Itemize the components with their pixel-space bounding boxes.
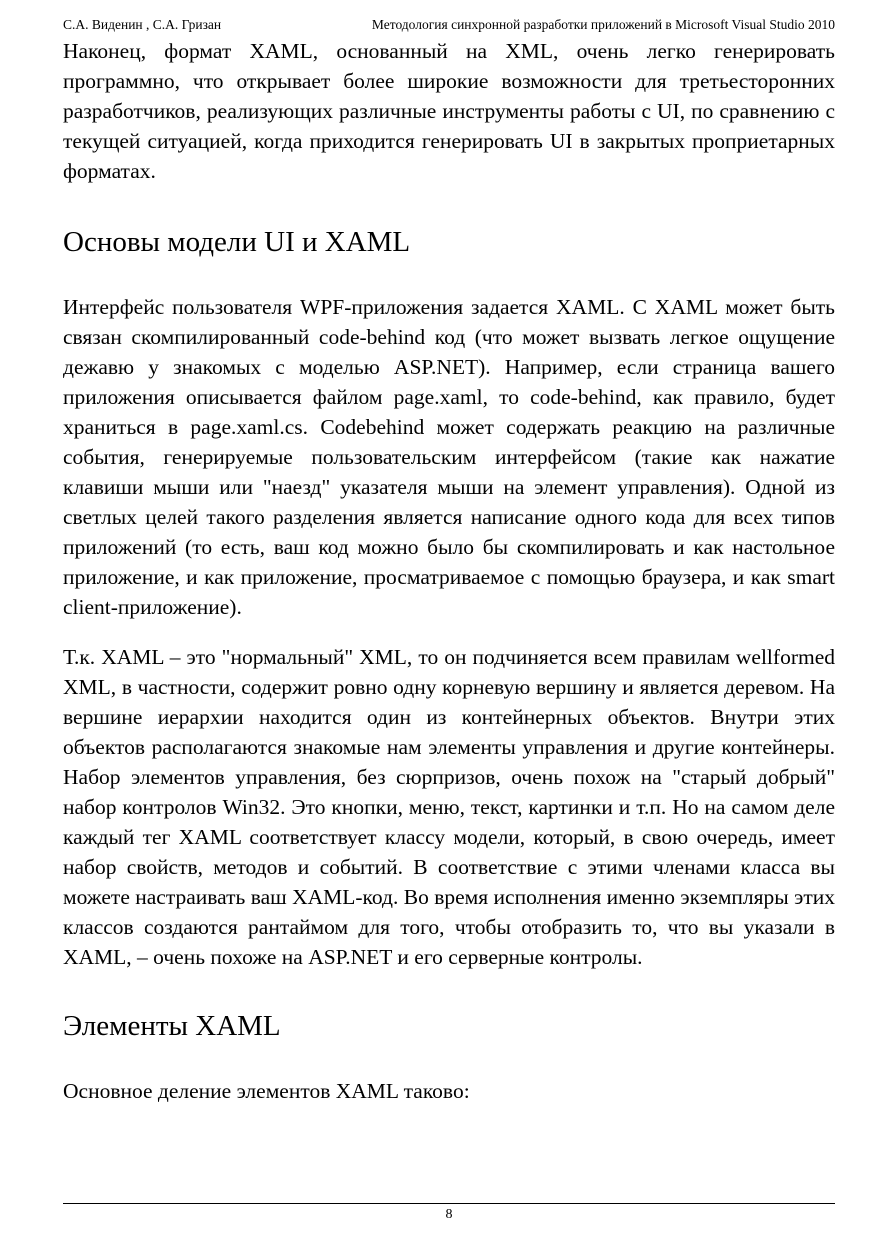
footer-divider [63, 1203, 835, 1204]
heading-ui-model: Основы модели UI и XAML [63, 226, 411, 258]
paragraph-xaml-xml: Т.к. XAML – это "нормальный" XML, то он подчиняется всем правилам wellformed XML, в частности, содержит ровно одну корневую вершину и является деревом. На вершине иерархии находится один из контейнерных объектов. Внутри этих объектов располагаются знакомые нам элементы управления и другие контейнеры. Набор элементов управления, без сюрпризов, очень похож на "старый добрый" набор контролов Win32. Это кнопки, меню, текст, картинки и т.п. Но на самом деле каждый тег XAML соответствует классу модели, который, в свою очередь, имеет набор свойств, методов и событий. В соответствие с этими членами класса вы можете настраивать ваш XAML-код. Во время исполнения именно экземпляры этих классов создаются рантаймом для того, чтобы отобразить то, что вы указали в XAML, – очень похоже на ASP.NET и его серверные контролы. [63, 645, 835, 969]
paragraph-intro: Наконец, формат XAML, основанный на XML, очень легко генерировать программно, что открывает более широкие возможности для третьесторонних разработчиков, реализующих различные инструменты работы с UI, по сравнению с текущей ситуацией, когда приходится генерировать UI в закрытых проприетарных форматах. [63, 39, 835, 183]
header-authors: С.А. Виденин , С.А. Гризан [63, 17, 222, 32]
paragraph-ui-model: Интерфейс пользователя WPF-приложения задается XAML. С XAML может быть связан скомпилированный code-behind код (что может вызвать легкое ощущение дежавю у знакомых с моделью ASP.NET). Например, если страница вашего приложения описывается файлом page.xaml, то code-behind, как правило, будет храниться в page.xaml.cs. Codebehind может содержать реакцию на различные события, генерируемые пользовательским интерфейсом (такие как нажатие клавиши мыши или "наезд" указателя мыши на элемент управления). Одной из светлых целей такого разделения является написание одного кода для всех типов приложений (то есть, ваш код можно было бы скомпилировать и как настольное приложение, и как приложение, просматриваемое с помощью браузера, и как smart client-приложение). [63, 295, 835, 619]
header-document-title: Методология синхронной разработки приложений в Microsoft Visual Studio 2010 [371, 17, 835, 32]
page-content [63, 36, 835, 1106]
running-header [63, 15, 835, 35]
paragraph-elements-intro: Основное деление элементов XAML таково: [63, 1079, 470, 1103]
heading-elements: Элементы XAML [63, 1010, 281, 1042]
page-number: 8 [445, 1207, 453, 1222]
